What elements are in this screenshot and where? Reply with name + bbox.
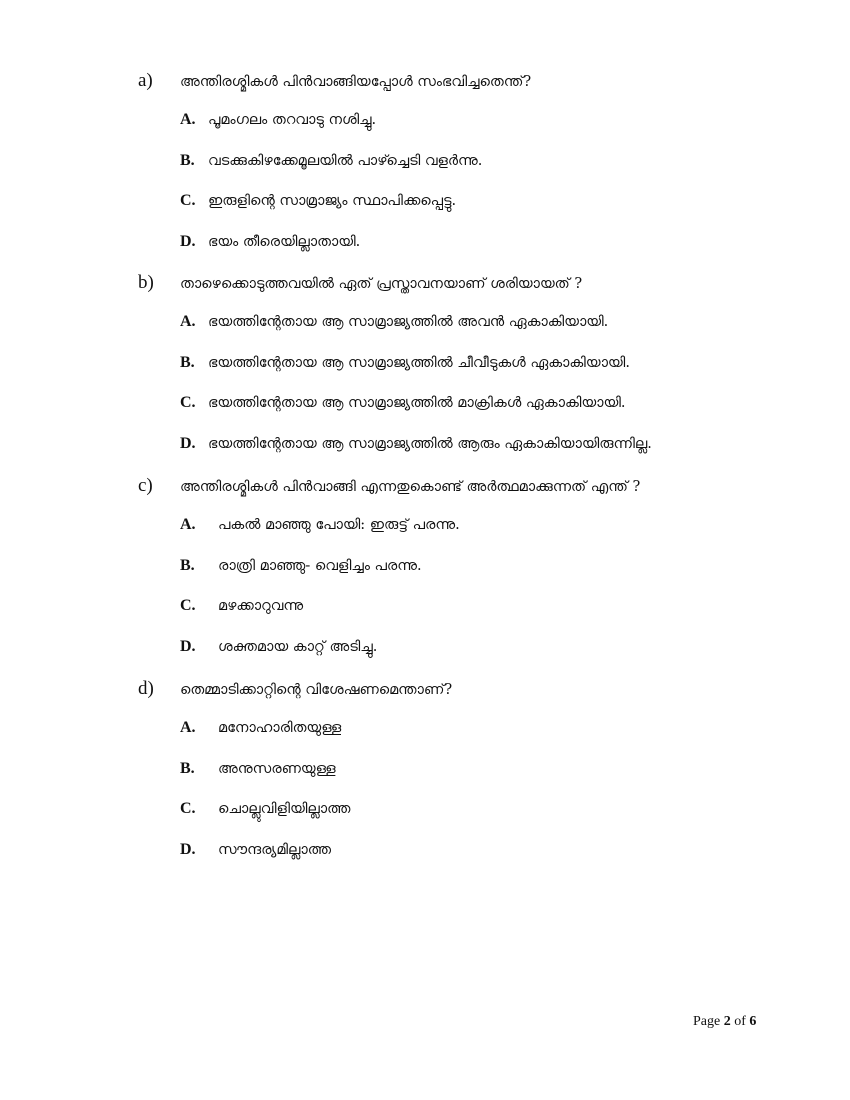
option-label: C. [180,394,196,411]
option-a [180,311,778,352]
question-text: അന്തിരശ്മികൾ പിൻവാങ്ങിയപ്പോൾ സംഭവിച്ചതെന്ത്? [180,74,532,90]
option-text: ഭയം തീരെയില്ലാതായി. [208,233,361,250]
option-text: ചൊല്ലുവിളിയില്ലാത്ത [218,801,351,817]
option-a [180,514,778,555]
question-text: തെമ്മാടിക്കാറ്റിന്റെ വിശേഷണമെന്താണ്? [180,682,453,698]
option-label: A. [180,516,196,533]
of-word: of [734,1014,746,1029]
question-b [138,272,778,473]
option-text: മഴക്കാറുവന്നു [218,598,304,614]
current-page: 2 [723,1014,731,1029]
question-c [138,475,778,676]
page-word: Page [693,1014,721,1029]
option-c [180,392,778,433]
option-b [180,352,778,393]
question-label: c) [138,475,153,496]
question-d [138,678,778,879]
option-text: ഭയത്തിന്റേതായ ആ സാമ്രാജ്യത്തിൽ ആരും ഏകാകിയായിരുന്നില്ല. [208,435,652,452]
option-text: ഭയത്തിന്റേതായ ആ സാമ്രാജ്യത്തിൽ അവൻ ഏകാകിയായി. [208,314,609,330]
option-label: D. [180,232,196,250]
question-a [138,70,778,271]
option-text: ശക്തമായ കാറ്റ് അടിച്ചു. [218,638,378,655]
option-d [180,839,778,880]
option-text: ഇരുളിന്റെ സാമ്രാജ്യം സ്ഥാപിക്കപ്പെട്ടു. [208,193,457,209]
option-text: പൂമംഗലം തറവാടു നശിച്ചു. [208,112,377,128]
option-text: വടക്കുകിഴക്കേമൂലയിൽ പാഴ്ച്ചെടി വളർന്നു. [208,152,483,169]
option-label: A. [180,111,196,128]
option-label: A. [180,313,196,330]
option-text: അനുസരണയുള്ള [218,760,336,777]
option-label: D. [180,840,196,858]
option-text: മനോഹാരിതയുള്ള [218,720,342,736]
option-a [180,109,778,150]
option-text: സൗന്ദര്യമില്ലാത്ത [218,841,332,858]
option-label: B. [180,151,195,169]
option-text: രാത്രി മാഞ്ഞു- വെളിച്ചം പരന്നു. [218,557,422,574]
option-text: പകൽ മാഞ്ഞു പോയി: ഇരുട്ട് പരന്നു. [218,517,460,533]
option-c [180,595,778,636]
option-c [180,798,778,839]
option-label: C. [180,800,196,817]
option-label: D. [180,434,196,452]
question-label: d) [138,678,154,699]
question-text: അന്തിരശ്മികൾ പിൻവാങ്ങി എന്നതുകൊണ്ട് അർത്ഥമാക്കുന്നത് എന്ത് ? [180,479,641,495]
option-b [180,555,778,596]
option-label: B. [180,353,195,371]
option-label: C. [180,192,196,209]
option-d [180,231,778,272]
option-label: B. [180,759,195,777]
option-label: C. [180,597,196,614]
option-d [180,636,778,677]
question-text: താഴെക്കൊടുത്തവയിൽ ഏത് പ്രസ്താവനയാണ് ശരിയായത് ? [180,276,583,292]
option-c [180,190,778,231]
option-text: ഭയത്തിന്റേതായ ആ സാമ്രാജ്യത്തിൽ മാക്രികൾ ഏകാകിയായി. [208,395,626,411]
option-text: ഭയത്തിന്റേതായ ആ സാമ്രാജ്യത്തിൽ ചീവീടുകൾ ഏകാകിയായി. [208,354,630,371]
option-label: D. [180,637,196,655]
question-label: b) [138,272,154,293]
option-b [180,150,778,191]
option-a [180,717,778,758]
total-pages: 6 [749,1014,757,1029]
option-d [180,433,778,474]
question-label: a) [138,70,153,91]
page-number [693,1014,756,1030]
option-b [180,758,778,799]
option-label: A. [180,719,196,736]
option-label: B. [180,556,195,574]
